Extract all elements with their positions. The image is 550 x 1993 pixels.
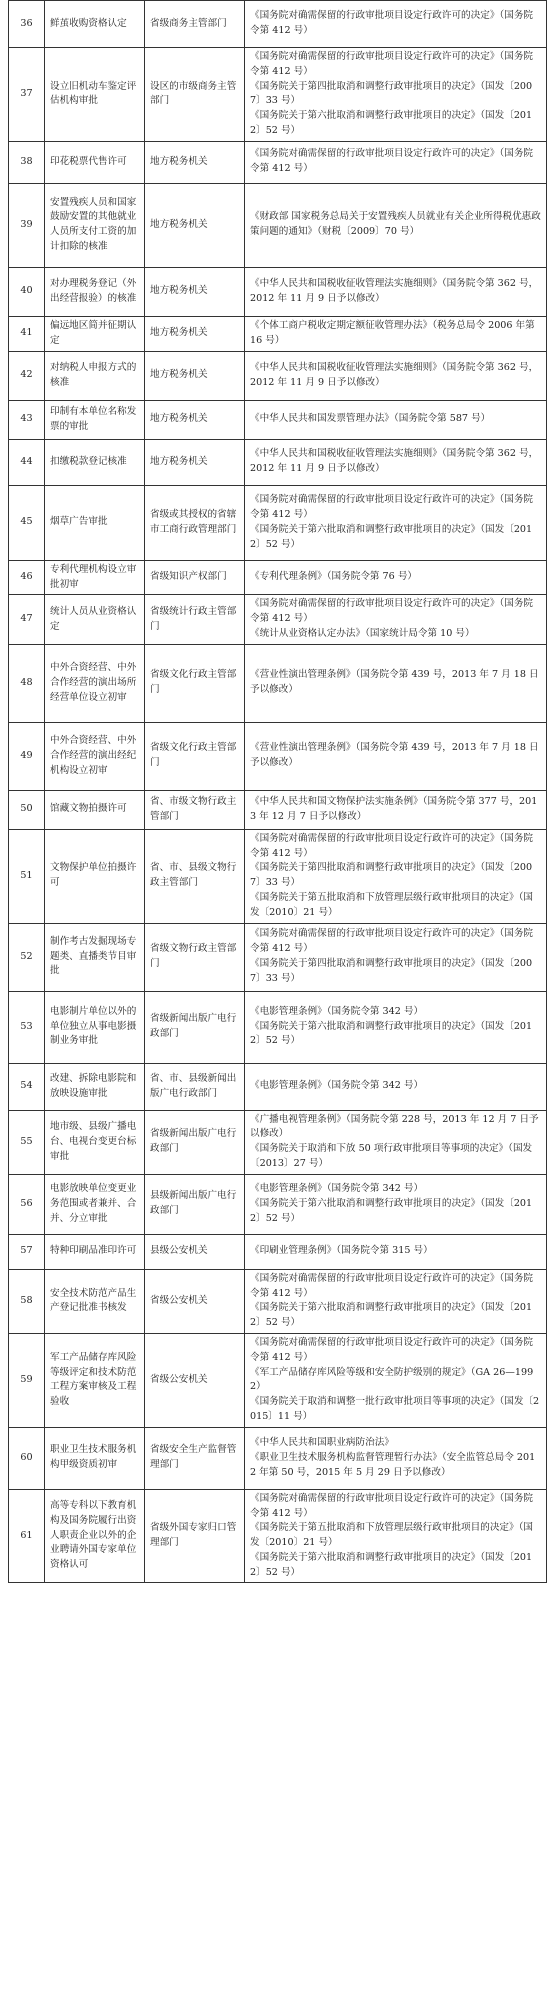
approval-item-name: 文物保护单位拍摄许可: [45, 829, 145, 923]
table-row: [9, 1427, 547, 1489]
approval-item-name: 安置残疾人员和国家鼓励安置的其他就业人员所支付工资的加计扣除的核准: [45, 183, 145, 267]
legal-basis-line: 《中华人民共和国税收征收管理法实施细则》（国务院令第 362 号，2012 年 11 月 9 日予以修改）: [250, 277, 539, 304]
table-row: [9, 1333, 547, 1427]
table-row: [9, 923, 547, 991]
implementing-department: 省级文化行政主管部门: [145, 722, 245, 790]
approval-item-name: 改建、拆除电影院和放映设施审批: [45, 1063, 145, 1110]
table-row: [9, 400, 547, 439]
approval-item-name: 军工产品储存库风险等级评定和技术防范工程方案审核及工程验收: [45, 1333, 145, 1427]
legal-basis-line: 《国务院对确需保留的行政审批项目设定行政许可的决定》（国务院令第 412 号）: [250, 832, 534, 859]
legal-basis-line: 《国务院对确需保留的行政审批项目设定行政许可的决定》（国务院令第 412 号）: [250, 494, 534, 520]
legal-basis: [245, 1234, 547, 1269]
legal-basis: [245, 1269, 547, 1333]
legal-basis-line: 《中华人民共和国税收征收管理法实施细则》（国务院令第 362 号，2012 年 11 月 9 日予以修改）: [250, 361, 539, 388]
approval-item-name: 烟草广告审批: [45, 485, 145, 560]
row-number: 53: [9, 991, 45, 1063]
legal-basis-line: 《国务院关于第六批取消和调整行政审批项目的决定》（国发〔2012〕52 号）: [250, 523, 533, 550]
implementing-department: 省级知识产权部门: [145, 560, 245, 595]
legal-basis-line: 《中华人民共和国发票管理办法》（国务院令第 587 号）: [250, 413, 491, 425]
approval-item-name: 高等专科以下教育机构及国务院履行出资人职责企业以外的企业聘请外国专家单位资格认可: [45, 1489, 145, 1583]
approval-item-name: 对纳税人申报方式的核准: [45, 351, 145, 400]
table-row: [9, 485, 547, 560]
table-row: [9, 267, 547, 316]
legal-basis: [245, 1, 547, 48]
legal-basis-line: 《国务院对确需保留的行政审批项目设定行政许可的决定》（国务院令第 412 号）: [250, 51, 534, 77]
table-row: [9, 439, 547, 485]
implementing-department: 省级统计行政主管部门: [145, 595, 245, 644]
implementing-department: 地方税务机关: [145, 400, 245, 439]
legal-basis: [245, 400, 547, 439]
table-row: [9, 1269, 547, 1333]
legal-basis-line: 《国务院关于第六批取消和调整行政审批项目的决定》（国发〔2012〕52 号）: [250, 1020, 533, 1047]
legal-basis-line: 《国务院对确需保留的行政审批项目设定行政许可的决定》（国务院令第 412 号）: [250, 1336, 534, 1363]
table-row: [9, 991, 547, 1063]
legal-basis-line: 《职业卫生技术服务机构监督管理暂行办法》（安全监管总局令 2012 年第 50 号，2015 年 5 月 29 日予以修改）: [250, 1451, 536, 1478]
table-row: [9, 829, 547, 923]
legal-basis: [245, 183, 547, 267]
legal-basis: [245, 1063, 547, 1110]
approval-item-name: 对办理税务登记（外出经营报验）的核准: [45, 267, 145, 316]
approval-item-name: 专利代理机构设立审批初审: [45, 560, 145, 595]
legal-basis-line: 《营业性演出管理条例》（国务院令第 439 号，2013 年 7 月 18 日予以修改）: [250, 669, 539, 696]
table-row: [9, 1, 547, 48]
implementing-department: 省级或其授权的省辖市工商行政管理部门: [145, 485, 245, 560]
legal-basis: [245, 316, 547, 351]
table-body: [9, 1, 547, 1583]
implementing-department: 省级文物行政主管部门: [145, 923, 245, 991]
implementing-department: 设区的市级商务主管部门: [145, 48, 245, 142]
legal-basis-line: 《国务院关于取消和下放 50 项行政审批项目等事项的决定》（国发〔2013〕27 号）: [250, 1143, 533, 1169]
legal-basis-line: 《国务院关于第五批取消和下放管理层级行政审批项目的决定》（国发〔2010〕21 号）: [250, 891, 534, 918]
implementing-department: 省级公安机关: [145, 1333, 245, 1427]
implementing-department: 省级文化行政主管部门: [145, 644, 245, 722]
approval-item-name: 中外合资经营、中外合作经营的演出经纪机构设立初审: [45, 722, 145, 790]
approval-items-table: [8, 0, 547, 1583]
legal-basis-line: 《国务院关于第四批取消和调整行政审批项目的决定》（国发〔2007〕33 号）: [250, 958, 533, 984]
approval-item-name: 鲜茧收购资格认定: [45, 1, 145, 48]
legal-basis-line: 《广播电视管理条例》（国务院令第 228 号，2013 年 12 月 7 日予以修改）: [250, 1113, 539, 1140]
implementing-department: 省级安全生产监督管理部门: [145, 1427, 245, 1489]
approval-item-name: 电影制片单位以外的单位独立从事电影摄制业务审批: [45, 991, 145, 1063]
implementing-department: 省级商务主管部门: [145, 1, 245, 48]
legal-basis: [245, 351, 547, 400]
row-number: 39: [9, 183, 45, 267]
approval-item-name: 偏远地区简并征期认定: [45, 316, 145, 351]
table-row: [9, 722, 547, 790]
legal-basis-line: 《国务院对确需保留的行政审批项目设定行政许可的决定》（国务院令第 412 号）: [250, 1492, 534, 1519]
legal-basis-line: 《国务院关于第四批取消和调整行政审批项目的决定》（国发〔2007〕33 号）: [250, 862, 533, 889]
legal-basis-line: 《国务院关于第六批取消和调整行政审批项目的决定》（国发〔2012〕52 号）: [250, 1197, 533, 1224]
implementing-department: 地方税务机关: [145, 141, 245, 183]
legal-basis-line: 《中华人民共和国文物保护法实施条例》（国务院令第 377 号，2013 年 12 月 7 日予以修改）: [250, 795, 538, 822]
table-row: [9, 560, 547, 595]
row-number: 51: [9, 829, 45, 923]
legal-basis: [245, 644, 547, 722]
table-row: [9, 1063, 547, 1110]
legal-basis: [245, 1174, 547, 1234]
legal-basis-line: 《电影管理条例》（国务院令第 342 号）: [250, 1005, 424, 1017]
row-number: 49: [9, 722, 45, 790]
legal-basis-line: 《电影管理条例》（国务院令第 342 号）: [250, 1183, 424, 1195]
legal-basis-line: 《国务院关于第六批取消和调整行政审批项目的决定》（国发〔2012〕52 号）: [250, 110, 533, 136]
approval-item-name: 特种印刷品准印许可: [45, 1234, 145, 1269]
legal-basis: [245, 829, 547, 923]
table-row: [9, 1234, 547, 1269]
row-number: 44: [9, 439, 45, 485]
legal-basis: [245, 923, 547, 991]
legal-basis-line: 《国务院对确需保留的行政审批项目设定行政许可的决定》（国务院令第 412 号）: [250, 598, 534, 625]
row-number: 47: [9, 595, 45, 644]
legal-basis-line: 《营业性演出管理条例》（国务院令第 439 号，2013 年 7 月 18 日予以修改）: [250, 742, 539, 769]
legal-basis-line: 《国务院关于第四批取消和调整行政审批项目的决定》（国发〔2007〕33 号）: [250, 80, 533, 107]
legal-basis-line: 《中华人民共和国职业病防治法》: [250, 1437, 394, 1448]
implementing-department: 地方税务机关: [145, 439, 245, 485]
implementing-department: 地方税务机关: [145, 183, 245, 267]
approval-item-name: 地市级、县级广播电台、电视台变更台标审批: [45, 1110, 145, 1174]
approval-item-name: 印花税票代售许可: [45, 141, 145, 183]
approval-item-name: 安全技术防范产品生产登记批准书核发: [45, 1269, 145, 1333]
row-number: 37: [9, 48, 45, 142]
row-number: 54: [9, 1063, 45, 1110]
implementing-department: 省级新闻出版广电行政部门: [145, 991, 245, 1063]
legal-basis: [245, 1427, 547, 1489]
implementing-department: 省、市、县级文物行政主管部门: [145, 829, 245, 923]
row-number: 55: [9, 1110, 45, 1174]
implementing-department: 地方税务机关: [145, 267, 245, 316]
implementing-department: 省级外国专家归口管理部门: [145, 1489, 245, 1583]
approval-item-name: 统计人员从业资格认定: [45, 595, 145, 644]
legal-basis-line: 《个体工商户税收定期定额征收管理办法》（税务总局令 2006 年第 16 号）: [250, 319, 535, 346]
row-number: 60: [9, 1427, 45, 1489]
implementing-department: 地方税务机关: [145, 316, 245, 351]
legal-basis: [245, 722, 547, 790]
legal-basis-line: 《国务院对确需保留的行政审批项目设定行政许可的决定》（国务院令第 412 号）: [250, 1272, 534, 1299]
row-number: 48: [9, 644, 45, 722]
row-number: 38: [9, 141, 45, 183]
row-number: 58: [9, 1269, 45, 1333]
row-number: 41: [9, 316, 45, 351]
implementing-department: 省级公安机关: [145, 1269, 245, 1333]
legal-basis-line: 《印刷业管理条例》（国务院令第 315 号）: [250, 1245, 433, 1257]
legal-basis: [245, 267, 547, 316]
legal-basis-line: 《财政部 国家税务总局关于安置残疾人员就业有关企业所得税优惠政策问题的通知》（财税〔2009〕70 号）: [250, 211, 541, 238]
legal-basis: [245, 141, 547, 183]
approval-item-name: 电影放映单位变更业务范围或者兼并、合并、分立审批: [45, 1174, 145, 1234]
legal-basis: [245, 1333, 547, 1427]
implementing-department: 省级新闻出版广电行政部门: [145, 1110, 245, 1174]
legal-basis: [245, 439, 547, 485]
row-number: 43: [9, 400, 45, 439]
row-number: 42: [9, 351, 45, 400]
approval-item-name: 印制有本单位名称发票的审批: [45, 400, 145, 439]
legal-basis-line: 《专利代理条例》（国务院令第 76 号）: [250, 571, 418, 583]
row-number: 46: [9, 560, 45, 595]
legal-basis: [245, 790, 547, 829]
table-row: [9, 644, 547, 722]
implementing-department: 县级公安机关: [145, 1234, 245, 1269]
row-number: 50: [9, 790, 45, 829]
legal-basis-line: 《国务院对确需保留的行政审批项目设定行政许可的决定》（国务院令第 412 号）: [250, 10, 534, 36]
row-number: 52: [9, 923, 45, 991]
legal-basis-line: 《国务院关于取消和调整一批行政审批项目等事项的决定》（国发〔2015〕11 号）: [250, 1396, 540, 1422]
approval-item-name: 职业卫生技术服务机构甲级资质初审: [45, 1427, 145, 1489]
legal-basis-line: 《国务院对确需保留的行政审批项目设定行政许可的决定》（国务院令第 412 号）: [250, 928, 534, 955]
table-row: [9, 1110, 547, 1174]
row-number: 57: [9, 1234, 45, 1269]
legal-basis-line: 《国务院关于第六批取消和调整行政审批项目的决定》（国发〔2012〕52 号）: [250, 1551, 533, 1578]
row-number: 40: [9, 267, 45, 316]
legal-basis-line: 《中华人民共和国税收征收管理法实施细则》（国务院令第 362 号，2012 年 11 月 9 日予以修改）: [250, 448, 539, 475]
approval-item-name: 馆藏文物拍摄许可: [45, 790, 145, 829]
table-row: [9, 48, 547, 142]
legal-basis-line: 《国务院对确需保留的行政审批项目设定行政许可的决定》（国务院令第 412 号）: [250, 148, 534, 175]
table-row: [9, 351, 547, 400]
row-number: 61: [9, 1489, 45, 1583]
row-number: 59: [9, 1333, 45, 1427]
legal-basis-line: 《电影管理条例》（国务院令第 342 号）: [250, 1080, 424, 1092]
table-row: [9, 1489, 547, 1583]
legal-basis: [245, 48, 547, 142]
legal-basis: [245, 1489, 547, 1583]
legal-basis: [245, 560, 547, 595]
legal-basis: [245, 991, 547, 1063]
implementing-department: 省、市、县级新闻出版广电行政部门: [145, 1063, 245, 1110]
row-number: 56: [9, 1174, 45, 1234]
implementing-department: 省、市级文物行政主管部门: [145, 790, 245, 829]
legal-basis: [245, 595, 547, 644]
approval-item-name: 扣缴税款登记核准: [45, 439, 145, 485]
approval-item-name: 制作考古发掘现场专题类、直播类节目审批: [45, 923, 145, 991]
table-row: [9, 595, 547, 644]
implementing-department: 县级新闻出版广电行政部门: [145, 1174, 245, 1234]
table-row: [9, 183, 547, 267]
implementing-department: 地方税务机关: [145, 351, 245, 400]
legal-basis-line: 《军工产品储存库风险等级和安全防护级别的规定》（GA 26—1992）: [250, 1366, 534, 1393]
approval-item-name: 中外合资经营、中外合作经营的演出场所经营单位设立初审: [45, 644, 145, 722]
table-row: [9, 790, 547, 829]
row-number: 45: [9, 485, 45, 560]
legal-basis-line: 《统计从业资格认定办法》（国家统计局令第 10 号）: [250, 627, 475, 639]
table-row: [9, 316, 547, 351]
row-number: 36: [9, 1, 45, 48]
table-row: [9, 141, 547, 183]
legal-basis: [245, 485, 547, 560]
legal-basis: [245, 1110, 547, 1174]
approval-item-name: 设立旧机动车鉴定评估机构审批: [45, 48, 145, 142]
table-row: [9, 1174, 547, 1234]
legal-basis-line: 《国务院关于第六批取消和调整行政审批项目的决定》（国发〔2012〕52 号）: [250, 1302, 533, 1329]
legal-basis-line: 《国务院关于第五批取消和下放管理层级行政审批项目的决定》（国发〔2010〕21 号）: [250, 1522, 534, 1549]
